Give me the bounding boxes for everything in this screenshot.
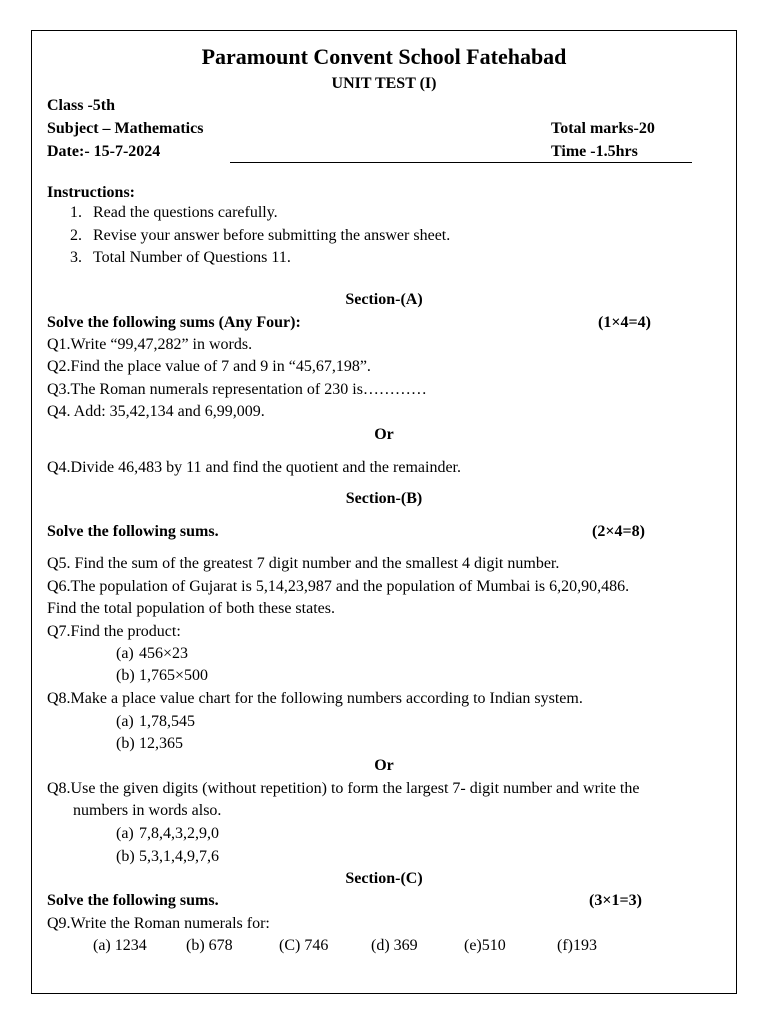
section-b-marks: (2×4=8) xyxy=(592,523,645,540)
instruction-item: Revise your answer before submitting the answer sheet. xyxy=(93,227,451,244)
or-separator: Or xyxy=(374,426,394,443)
instruction-item: Read the questions carefully. xyxy=(93,204,278,221)
section-c-marks: (3×1=3) xyxy=(589,892,642,909)
question-1: Q1.Write “99,47,282” in words. xyxy=(47,336,253,353)
question-2: Q2.Find the place value of 7 and 9 in “45,67,198”. xyxy=(47,358,371,375)
sub-item: 456×23 xyxy=(139,645,189,662)
question-5: Q5. Find the sum of the greatest 7 digit number and the smallest 4 digit number. xyxy=(47,555,560,572)
or-separator: Or xyxy=(374,757,394,774)
roman-part: (f)193 xyxy=(557,937,597,954)
question-8: Q8.Make a place value chart for the following numbers according to Indian system. xyxy=(47,690,583,707)
roman-part: (a) 1234 xyxy=(93,937,147,954)
roman-part: (e)510 xyxy=(464,937,506,954)
question-8-alt-cont: numbers in words also. xyxy=(73,802,222,819)
question-6-cont: Find the total population of both these states. xyxy=(47,600,335,617)
date-label: Date:- 15-7-2024 xyxy=(47,143,161,160)
roman-part: (C) 746 xyxy=(279,937,329,954)
test-name: UNIT TEST (I) xyxy=(331,75,437,92)
question-8-alt: Q8.Use the given digits (without repetition) to form the largest 7- digit number and write the xyxy=(47,780,640,797)
section-a-marks: (1×4=4) xyxy=(598,314,651,331)
roman-part: (b) 678 xyxy=(186,937,233,954)
total-marks: Total marks-20 xyxy=(551,120,655,137)
section-a-heading: Solve the following sums (Any Four): xyxy=(47,314,301,331)
sub-item: 7,8,4,3,2,9,0 xyxy=(139,825,219,842)
sub-item: 5,3,1,4,9,7,6 xyxy=(139,848,219,865)
sub-label: (b) xyxy=(116,848,135,865)
page-border xyxy=(31,30,737,994)
sub-label: (a) xyxy=(116,825,134,842)
sub-label: (a) xyxy=(116,645,134,662)
instructions-heading: Instructions: xyxy=(47,184,136,201)
question-4-alt: Q4.Divide 46,483 by 11 and find the quotient and the remainder. xyxy=(47,459,461,476)
class-label: Class -5th xyxy=(47,97,116,114)
roman-part: (d) 369 xyxy=(371,937,418,954)
sub-item: 12,365 xyxy=(139,735,183,752)
instruction-num: 3. xyxy=(70,249,82,266)
sub-label: (b) xyxy=(116,667,135,684)
question-3: Q3.The Roman numerals representation of 230 is………… xyxy=(47,381,427,398)
sub-item: 1,765×500 xyxy=(139,667,209,684)
section-b-heading: Solve the following sums. xyxy=(47,523,219,540)
subject-label: Subject – Mathematics xyxy=(47,120,204,137)
sub-item: 1,78,545 xyxy=(139,713,195,730)
instruction-item: Total Number of Questions 11. xyxy=(93,249,291,266)
question-7: Q7.Find the product: xyxy=(47,623,181,640)
instruction-num: 1. xyxy=(70,204,82,221)
instruction-num: 2. xyxy=(70,227,82,244)
header-divider xyxy=(230,162,692,163)
sub-label: (a) xyxy=(116,713,134,730)
question-6: Q6.The population of Gujarat is 5,14,23,987 and the population of Mumbai is 6,20,90,486. xyxy=(47,578,630,595)
time-label: Time -1.5hrs xyxy=(551,143,638,160)
question-9: Q9.Write the Roman numerals for: xyxy=(47,915,270,932)
section-c-title: Section-(C) xyxy=(345,870,423,887)
section-c-heading: Solve the following sums. xyxy=(47,892,219,909)
section-a-title: Section-(A) xyxy=(345,291,423,308)
sub-label: (b) xyxy=(116,735,135,752)
question-4: Q4. Add: 35,42,134 and 6,99,009. xyxy=(47,403,265,420)
school-name: Paramount Convent School Fatehabad xyxy=(201,44,567,69)
section-b-title: Section-(B) xyxy=(345,490,423,507)
